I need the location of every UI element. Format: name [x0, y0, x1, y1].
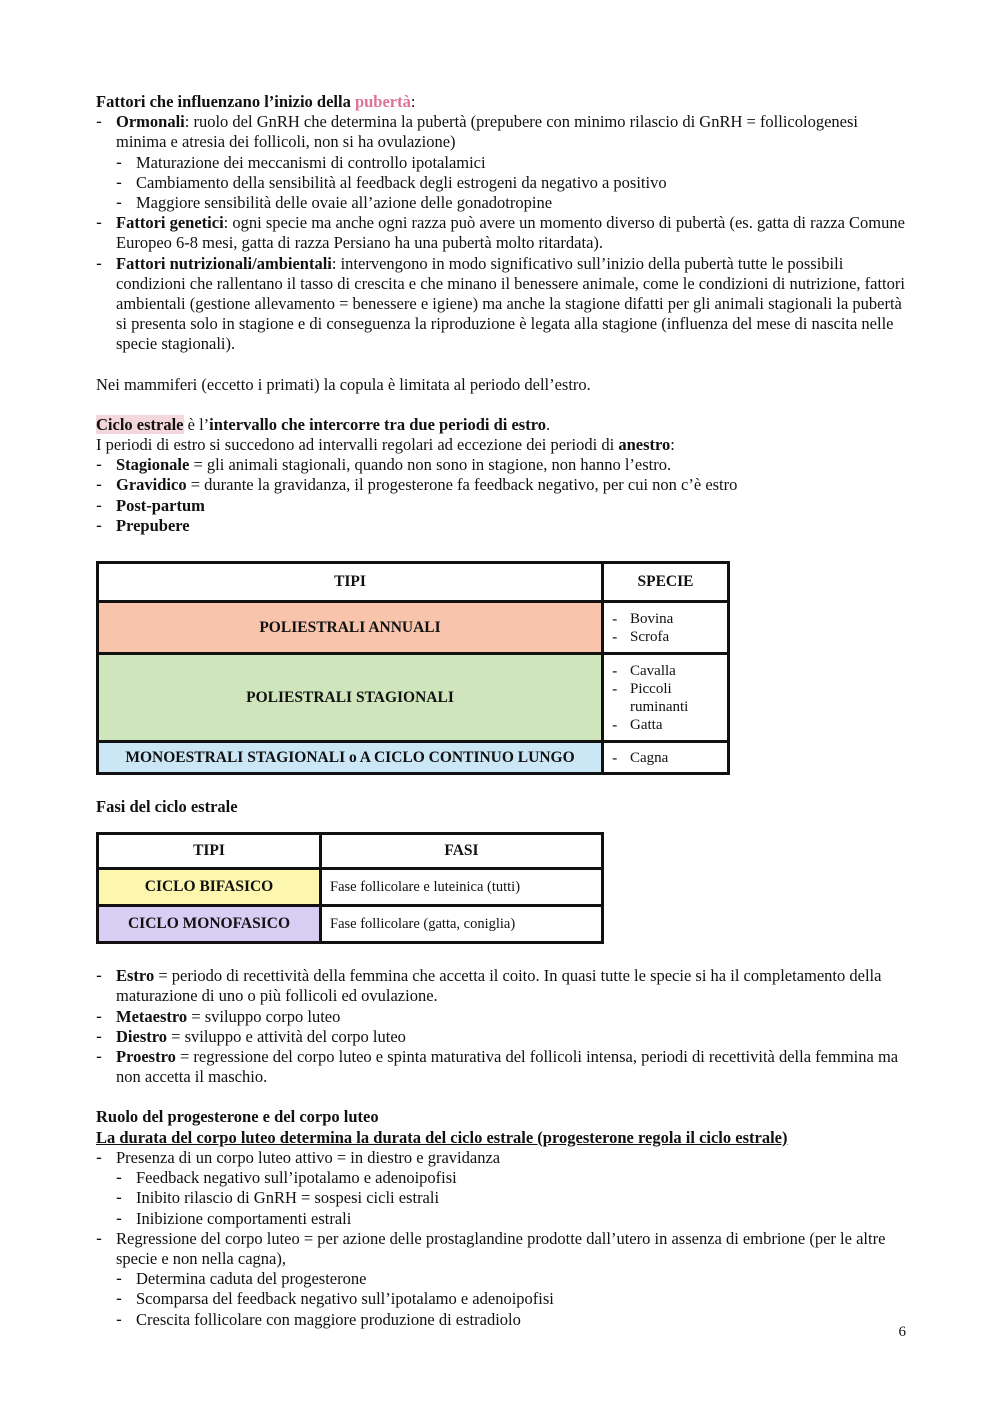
type-cell: CICLO BIFASICO: [98, 869, 321, 906]
phases-table: [96, 832, 604, 944]
page-number: 6: [898, 1324, 906, 1340]
list-item: - Presenza di un corpo luteo attivo = in diestro e gravidanza - Feedback negativo sull’ipotalamo e adenoipofisi - Inibito rilascio di GnRH = sospesi cicli estrali - Inibizione comportamenti estrali: [96, 1148, 906, 1229]
anestrus-intro: I periodi di estro si succedono ad intervalli regolari ad eccezione dei periodi di anestro:: [96, 435, 675, 455]
anestrus-list: [96, 455, 906, 536]
list-item: - Diestro = sviluppo e attività del corpo luteo: [96, 1027, 906, 1047]
species-cell: [603, 742, 729, 774]
table-header-row: [98, 563, 729, 602]
table-row: [98, 906, 603, 943]
list-item: - Crescita follicolare con maggiore produzione di estradiolo: [96, 1310, 906, 1330]
list-item: - Ormonali: ruolo del GnRH che determina la pubertà (prepubere con minimo rilascio di GnRH = follicologenesi minima e atresia dei follicoli, non si ha ovulazione) - Maturazione dei meccanismi di controllo ipotalamici - Cambiamento della sensibilità al feedback degli estrogeni da negativo a positivo - Maggiore sensibilità delle ovaie all’azione delle gonadotropine: [96, 112, 906, 213]
list-item: - Gravidico = durante la gravidanza, il progesterone fa feedback negativo, per cui non c’è estro: [96, 475, 906, 495]
cycle-types-table: [96, 561, 730, 775]
column-header: TIPI: [98, 563, 603, 602]
list-item: - Inibito rilascio di GnRH = sospesi cicli estrali: [96, 1188, 906, 1208]
progesterone-list: [96, 1148, 906, 1330]
list-item: - Fattori genetici: ogni specie ma anche ogni razza può avere un momento diverso di pubertà (es. gatta di razza Comune Europeo 6-8 mesi, gatta di razza Persiano ha una pubertà molto ritardata).: [96, 213, 906, 253]
list-item: - Fattori nutrizionali/ambientali: intervengono in modo significativo sull’inizio della pubertà tutte le possibili condizioni che rallentano il tasso di crescita e che minano il benessere animale, come le condizioni di nutrizione, fattori ambientali (gestione allevamento = benessere e igiene) ma anche la stagione difatti per gli animali stagionali la pubertà si presenta solo in stagione e di conseguenza la riproduzione è legata alla stagione (influenza del mese di nascita nelle specie stagionali).: [96, 254, 906, 355]
type-cell: POLIESTRALI ANNUALI: [98, 602, 603, 654]
list-item: - Proestro = regressione del corpo luteo e spinta maturativa del follicoli intensa, periodi di recettività della femmina ma non accetta il maschio.: [96, 1047, 906, 1087]
list-item: - Gatta: [612, 716, 723, 734]
progesterone-subtitle: La durata del corpo luteo determina la durata del ciclo estrale (progesterone regola il ciclo estrale): [96, 1127, 788, 1147]
list-item: - Inibizione comportamenti estrali: [96, 1209, 906, 1229]
list-item: - Cagna: [612, 749, 723, 767]
puberty-factors-list: [96, 112, 906, 354]
list-item: - Prepubere: [96, 516, 906, 536]
document-page: [96, 92, 906, 1330]
list-item: - Maggiore sensibilità delle ovaie all’azione delle gonadotropine: [96, 193, 906, 213]
phase-cell: Fase follicolare e luteinica (tutti): [321, 869, 603, 906]
table-row: [98, 654, 729, 742]
type-cell: POLIESTRALI STAGIONALI: [98, 654, 603, 742]
list-item: - Regressione del corpo luteo = per azione delle prostaglandine prodotte dall’utero in assenza di embrione (per le altre specie e non nella cagna), - Determina caduta del progesterone - Scomparsa del feedback negativo sull’ipotalamo e adenoipofisi - Crescita follicolare con maggiore produzione di estradiolo: [96, 1229, 906, 1330]
type-cell: MONOESTRALI STAGIONALI o A CICLO CONTINUO LUNGO: [98, 742, 603, 774]
list-item: - Maturazione dei meccanismi di controllo ipotalamici: [96, 153, 906, 173]
puberty-heading: Fattori che influenzano l’inizio della pubertà:: [96, 92, 416, 111]
table-header-row: [98, 834, 603, 869]
phases-list: [96, 966, 906, 1087]
type-cell: CICLO MONOFASICO: [98, 906, 321, 943]
column-header: SPECIE: [603, 563, 729, 602]
phase-cell: Fase follicolare (gatta, coniglia): [321, 906, 603, 943]
species-cell: [603, 602, 729, 654]
mammals-note: Nei mammiferi (eccetto i primati) la copula è limitata al periodo dell’estro.: [96, 374, 591, 394]
phases-title: Fasi del ciclo estrale: [96, 797, 238, 817]
table-row: [98, 869, 603, 906]
puberty-term: pubertà: [354, 92, 411, 111]
column-header: TIPI: [98, 834, 321, 869]
list-item: - Piccoli ruminanti: [612, 680, 723, 716]
list-item: - Scomparsa del feedback negativo sull’ipotalamo e adenoipofisi: [96, 1289, 906, 1309]
list-item: - Stagionale = gli animali stagionali, quando non sono in stagione, non hanno l’estro.: [96, 455, 906, 475]
list-item: - Metaestro = sviluppo corpo luteo: [96, 1007, 906, 1027]
list-item: - Estro = periodo di recettività della femmina che accetta il coito. In quasi tutte le specie si ha il completamento della maturazione di uno o più follicoli ed ovulazione.: [96, 966, 906, 1006]
list-item: - Feedback negativo sull’ipotalamo e adenoipofisi: [96, 1168, 906, 1188]
list-item: - Cavalla: [612, 662, 723, 680]
progesterone-title: Ruolo del progesterone e del corpo luteo: [96, 1107, 379, 1127]
species-cell: [603, 654, 729, 742]
list-item: - Scrofa: [612, 628, 723, 646]
list-item: - Cambiamento della sensibilità al feedback degli estrogeni da negativo a positivo: [96, 173, 906, 193]
estrous-cycle-definition: Ciclo estrale è l’intervallo che intercorre tra due periodi di estro.: [96, 414, 551, 434]
column-header: FASI: [321, 834, 603, 869]
list-item: - Post-partum: [96, 496, 906, 516]
table-row: [98, 602, 729, 654]
list-item: - Determina caduta del progesterone: [96, 1269, 906, 1289]
table-row: [98, 742, 729, 774]
list-item: - Bovina: [612, 610, 723, 628]
